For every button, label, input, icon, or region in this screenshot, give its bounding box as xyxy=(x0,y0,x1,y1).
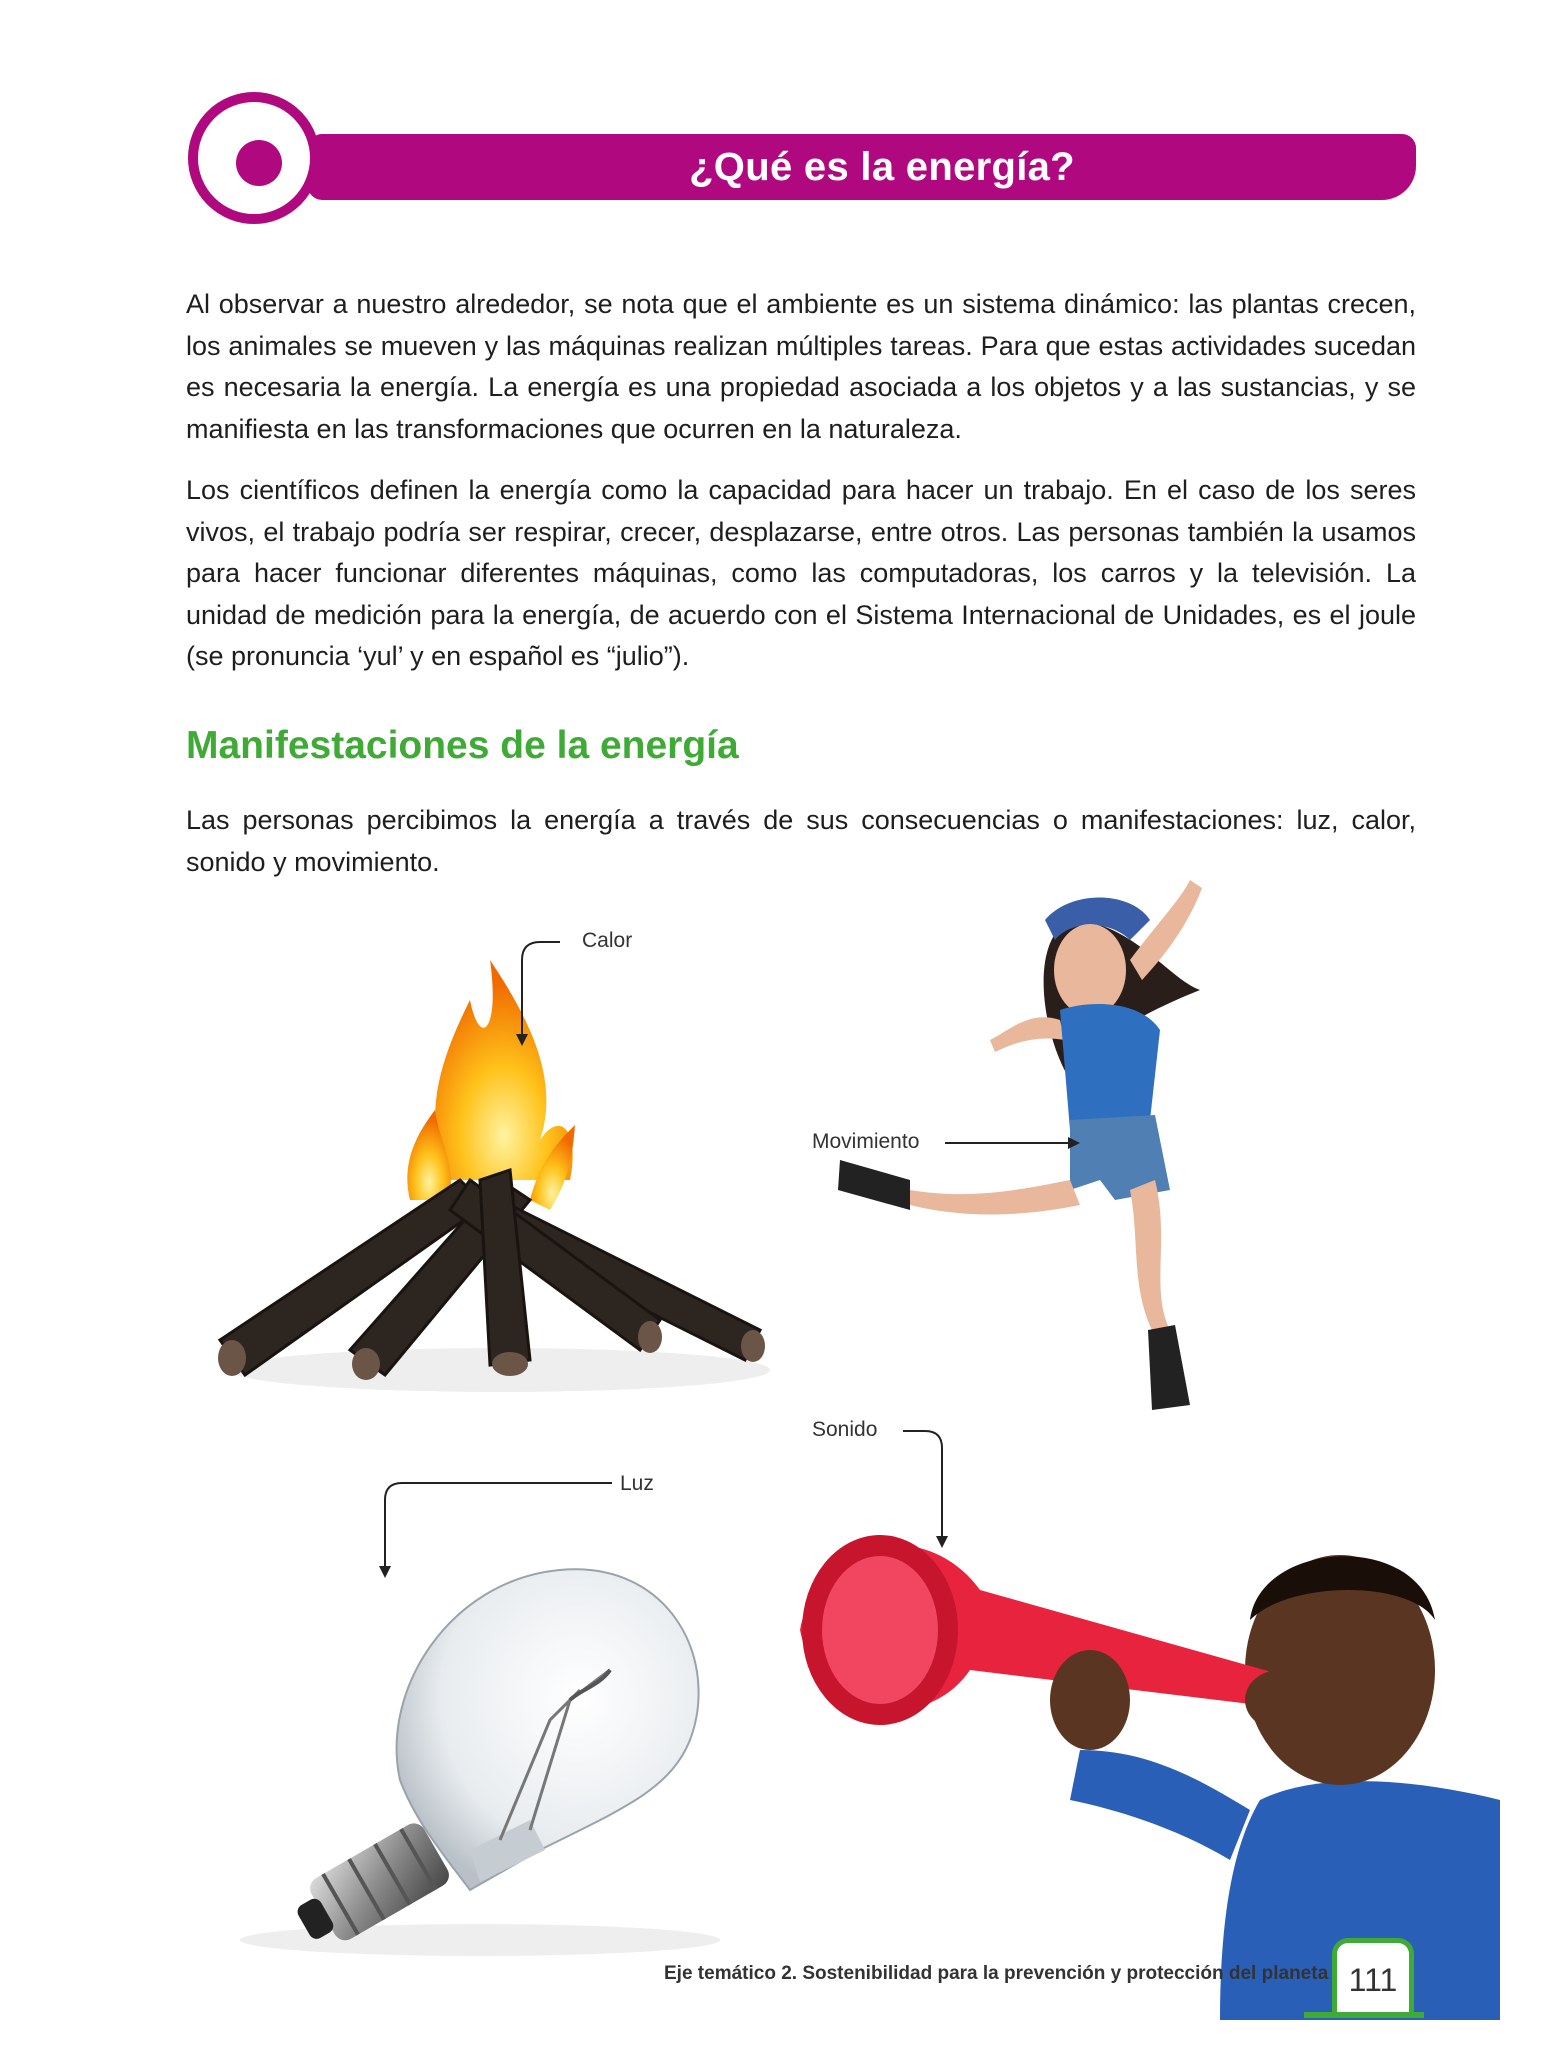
page-title: ¿Qué es la energía? xyxy=(689,145,1075,189)
label-heat: Calor xyxy=(582,929,633,952)
intro-paragraph-1: Al observar a nuestro alrededor, se nota que el ambiente es un sistema dinámico: las plantas crecen, los animales se mueven y las máquinas realizan múltiples tareas. Para que estas actividades sucedan es necesaria la energía. La energía es una propiedad asociada a los objetos y a las sustancias, y se manifiesta en las transformaciones que ocurren en la naturaleza. xyxy=(186,289,1416,444)
page-number: 111 xyxy=(1332,1938,1414,2016)
footer-axis-text: Eje temático 2. Sostenibilidad para la prevención y protección del planeta xyxy=(664,1963,1329,1984)
intro-paragraph-2: Los científicos definen la energía como la capacidad para hacer un trabajo. En el caso de los seres vivos, el trabajo podría ser respirar, crecer, desplazarse, entre otros. Las personas también la usamos para hacer funcionar diferentes máquinas, como las computadoras, los carros y la televisión. La unidad de medición para la energía, de acuerdo con el Sistema Internacional de Unidades, es el joule (se pronuncia ‘yul’ y en español es “julio”). xyxy=(186,475,1416,671)
label-light: Luz xyxy=(620,1472,654,1495)
label-sound: Sonido xyxy=(812,1418,878,1441)
footer-rule xyxy=(1304,2012,1424,2018)
section-paragraph: Las personas percibimos la energía a través de sus consecuencias o manifestaciones: luz, calor, sonido y movimiento. xyxy=(186,805,1416,877)
section-heading: Manifestaciones de la energía xyxy=(186,724,739,767)
label-movement: Movimiento xyxy=(812,1130,920,1153)
